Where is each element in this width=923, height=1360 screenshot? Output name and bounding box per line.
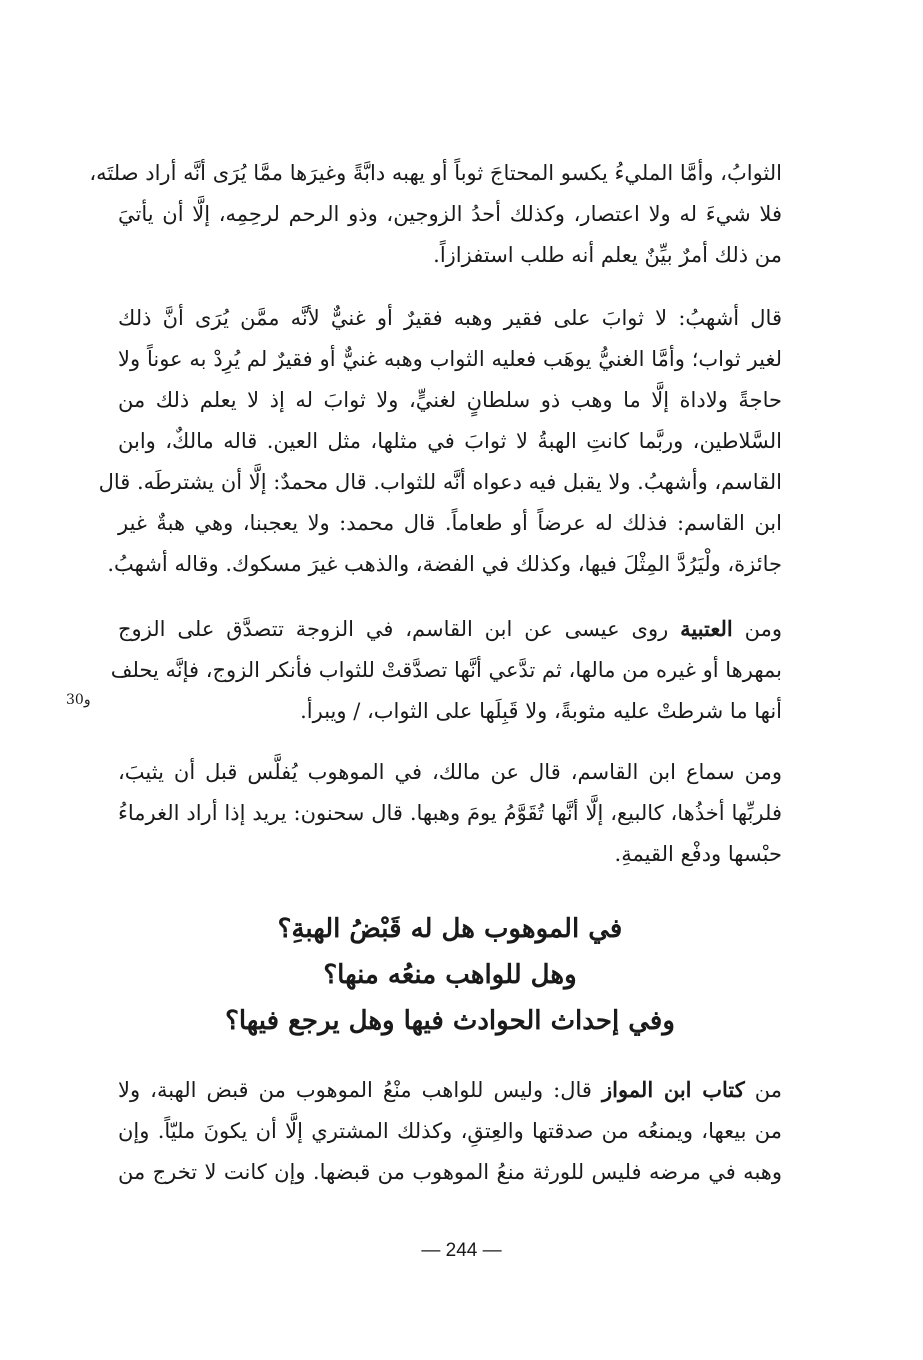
heading-line: وهل للواهب منعُه منها؟ bbox=[323, 960, 577, 990]
paragraph-line: لغير ثواب؛ وأمَّا الغنيُّ يوهَب فعليه الثواب وهبه غنيٌّ أو فقيرٌ لم يُرِدْ به عوناً ولا bbox=[118, 347, 782, 371]
paragraph-line: الثوابُ، وأمَّا المليءُ يكسو المحتاجَ ثوباً أو يهبه دابَّةً وغيرَها ممَّا يُرَى أنَّه أراد صلتَه، bbox=[89, 161, 782, 185]
paragraph-line: ابن القاسم: فذلك له عرضاً أو طعاماً. قال محمد: ولا يعجبنا، وهي هبةٌ غير bbox=[118, 511, 782, 535]
paragraph-line: ومن سماع ابن القاسم، قال عن مالك، في الموهوب يُفلَّس قبل أن يثيبَ، bbox=[118, 760, 782, 784]
text-run: من bbox=[744, 1078, 782, 1102]
paragraph-line bbox=[118, 1069, 782, 1111]
source-title: كتاب ابن المواز bbox=[601, 1077, 745, 1102]
paragraph-line: وهبه في مرضه فليس للورثة منعُ الموهوب من قبضها. وإن كانت لا تخرج من bbox=[118, 1160, 782, 1184]
page-number: — 244 — bbox=[421, 1240, 502, 1261]
margin-folio-note: 30و bbox=[66, 692, 91, 708]
heading-line: في الموهوب هل له قَبْضُ الهبةِ؟ bbox=[277, 914, 623, 944]
text-run: ومن bbox=[732, 617, 782, 641]
paragraph-line: السَّلاطين، وربَّما كانتِ الهبةُ لا ثوابَ في مثلها، مثل العين. قاله مالكٌ، وابن bbox=[118, 429, 782, 453]
paragraph-4 bbox=[118, 752, 782, 875]
paragraph-line: فلا شيءَ له ولا اعتصار، وكذلك أحدُ الزوجين، وذو الرحم لرحِمِه، إلَّا أن يأتيَ bbox=[118, 202, 782, 226]
paragraph-5 bbox=[118, 1069, 782, 1193]
paragraph-line: من ذلك أمرٌ بيِّنٌ يعلم أنه طلب استفزازاً. bbox=[433, 243, 782, 267]
paragraph-line: قال أشهبُ: لا ثوابَ على فقير وهبه فقيرٌ أو غنيٌّ لأنَّه ممَّن يُرَى أنَّ ذلك bbox=[118, 306, 782, 330]
paragraph-3 bbox=[110, 608, 782, 732]
paragraph-line: أنها ما شرطتْ عليه مثوبةً، ولا قَبِلَها على الثواب، / ويبرأ. bbox=[300, 699, 782, 723]
heading-line: وفي إحداث الحوادث فيها وهل يرجع فيها؟ bbox=[225, 1006, 675, 1036]
paragraph-line: من بيعها، ويمنعُه من صدقتها والعِتقِ، وكذلك المشتري إلَّا أن يكونَ مليّاً. وإن bbox=[118, 1119, 782, 1143]
paragraph-2 bbox=[98, 298, 782, 585]
paragraph-line: فلربِّها أخذُها، كالبيع، إلَّا أنَّها تُقَوَّمُ يومَ وهبها. قال سحنون: يريد إذا أراد الغرماءُ bbox=[118, 801, 782, 825]
paragraph-1 bbox=[89, 153, 782, 276]
paragraph-line: حاجةً ولاداة إلَّا ما وهب ذو سلطانٍ لغنيٍّ، ولا ثوابَ له إذ لا يعلم ذلك من bbox=[118, 388, 782, 412]
section-heading bbox=[118, 906, 782, 1044]
text-run: قال: وليس للواهب منْعُ الموهوب من قبض الهبة، ولا bbox=[118, 1078, 602, 1102]
paragraph-line bbox=[118, 608, 782, 650]
paragraph-line: بمهرها أو غيره من مالها، ثم تدَّعي أنَّها تصدَّقتْ للثواب فأنكر الزوج، فإنَّه يحلف bbox=[110, 658, 782, 682]
text-run: روى عيسى عن ابن القاسم، في الزوجة تتصدَّق على الزوج bbox=[118, 617, 681, 641]
source-title: العتبية bbox=[680, 616, 733, 641]
paragraph-line: حبْسها ودفْع القيمةِ. bbox=[614, 842, 782, 866]
paragraph-line: القاسم، وأشهبُ. ولا يقبل فيه دعواه أنَّه للثواب. قال محمدٌ: إلَّا أن يشترطَه. قال bbox=[98, 470, 782, 494]
paragraph-line: جائزة، ولْيَرُدَّ المِثْلَ فيها، وكذلك في الفضة، والذهب غيرَ مسكوك. وقاله أشهبُ. bbox=[107, 552, 782, 576]
